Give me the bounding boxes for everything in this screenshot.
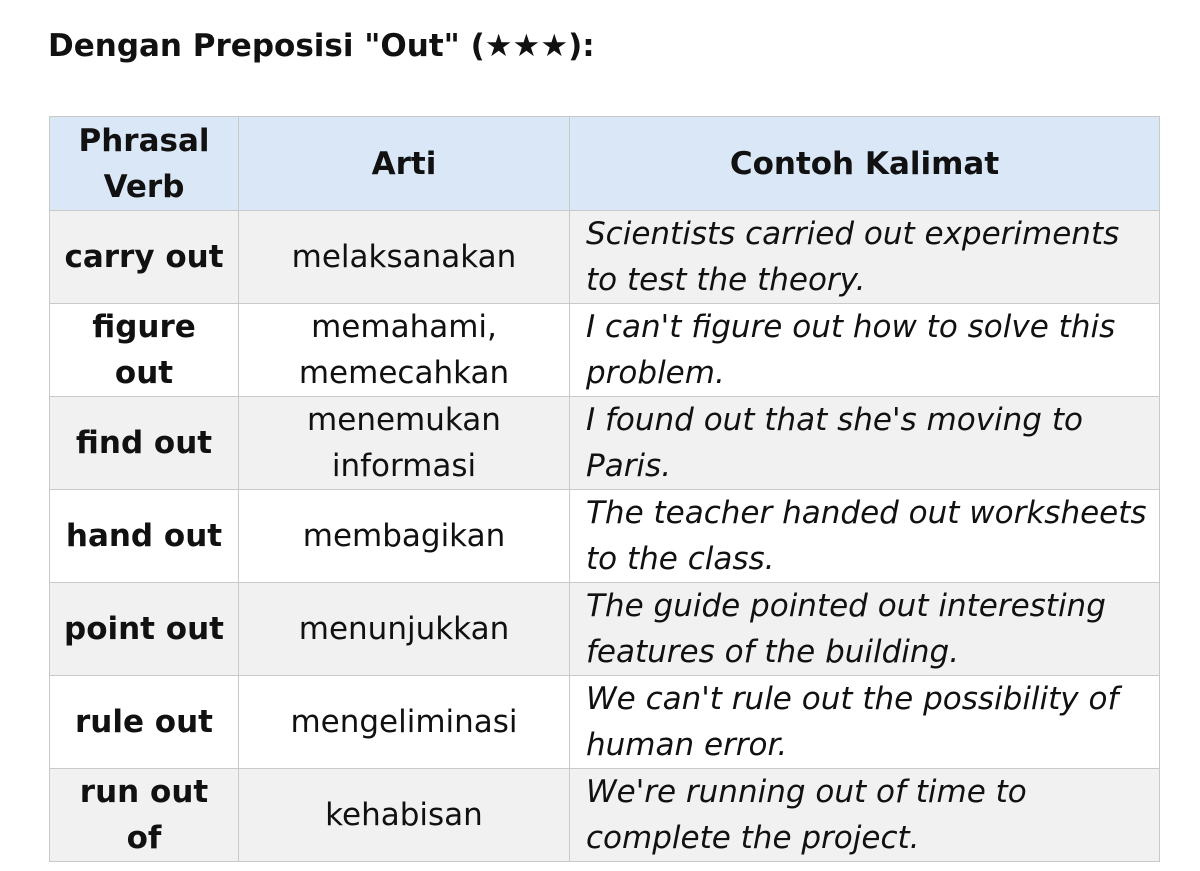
contoh-cell: We can't rule out the possibility of human error.	[570, 676, 1160, 769]
phrasal-verb-table	[49, 116, 1160, 862]
contoh-cell: Scientists carried out experiments to test the theory.	[570, 211, 1160, 304]
arti-cell: menemukan informasi	[239, 397, 570, 490]
arti-cell: membagikan	[239, 490, 570, 583]
verb-cell: rule out	[50, 676, 239, 769]
page-title: Dengan Preposisi "Out" (★★★):	[48, 28, 595, 64]
header-phrasal-verb: Phrasal Verb	[50, 117, 239, 211]
verb-cell: point out	[50, 583, 239, 676]
arti-cell: melaksanakan	[239, 211, 570, 304]
arti-cell: menunjukkan	[239, 583, 570, 676]
verb-cell: find out	[50, 397, 239, 490]
contoh-cell: We're running out of time to complete the project.	[570, 769, 1160, 862]
verb-cell: run out of	[50, 769, 239, 862]
table-row	[50, 211, 1160, 304]
table-row	[50, 583, 1160, 676]
table-row	[50, 769, 1160, 862]
contoh-cell: The guide pointed out interesting features of the building.	[570, 583, 1160, 676]
contoh-cell: I found out that she's moving to Paris.	[570, 397, 1160, 490]
contoh-cell: The teacher handed out worksheets to the class.	[570, 490, 1160, 583]
verb-cell: carry out	[50, 211, 239, 304]
header-arti: Arti	[239, 117, 570, 211]
contoh-cell: I can't figure out how to solve this problem.	[570, 304, 1160, 397]
header-contoh-kalimat: Contoh Kalimat	[570, 117, 1160, 211]
verb-cell: figure out	[50, 304, 239, 397]
arti-cell: mengeliminasi	[239, 676, 570, 769]
table-row	[50, 397, 1160, 490]
arti-cell: kehabisan	[239, 769, 570, 862]
table-row	[50, 490, 1160, 583]
arti-cell: memahami, memecahkan	[239, 304, 570, 397]
table-row	[50, 676, 1160, 769]
table-row	[50, 304, 1160, 397]
table-header-row	[50, 117, 1160, 211]
verb-cell: hand out	[50, 490, 239, 583]
